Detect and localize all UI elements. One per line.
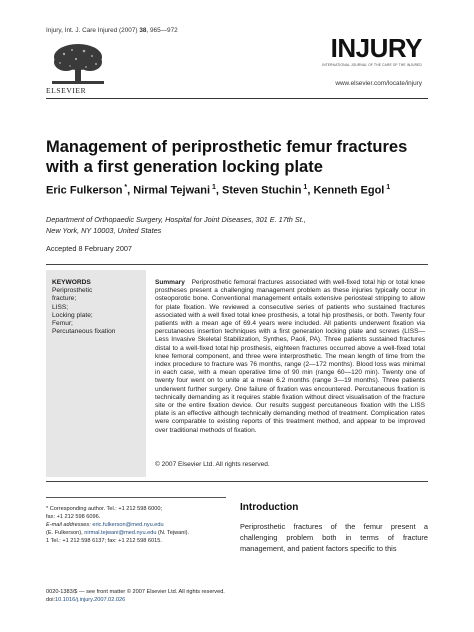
author-name: Nirmal Tejwani xyxy=(133,184,211,197)
keywords-heading: KEYWORDS xyxy=(52,279,91,286)
abstract-body: Periprosthetic femoral fractures associated with well-fixed total hip or total knee prostheses present a challenging management problem as these injuries typically occur in osteoporotic bone. Conventional management entails extensive periosteal stripping to allow for plate fixation. We reviewed a consecutive series of patients who sustained fractures associated with a well fixed total knee prosthesis, a total hip prosthesis, or both. Twenty four patients with a mean age of 69.4 years were included. All patients underwent fixation via percutaneous insertion techniques with a first generation locking plate and screws (LISS—Less Invasive Skeletal Stabilization, Synthes, Paoli, PA). Three patients sustained fractures distal to a well-fixed total hip prosthesis, eighteen fractures occurred above a well-fixed total knee femoral component, and three were interprosthetic. The mean length of time from the index procedure to fracture was 76 months, range (2—172 months). Blood loss was minimal in each case, with a mean operative time of 90 min (range 60—120 min). Twenty one of twenty four went on to unite at a mean 6.2 months (range 3—19 months). Three patients underwent further surgery. One failure of fixation was encountered. Percutaneous fixation is technically demanding as it requires stable fixation without direct visualisation of the fracture site or the entire fixation device. Our results suggest percutaneous fixation with the LISS plate is an effective although technically demanding method of treatment. Complication rates were comparable to existing reports of this treatment method, and appear to be improved over traditional methods of fixation. xyxy=(155,279,425,434)
journal-logo xyxy=(322,35,422,67)
footnote-divider xyxy=(46,497,226,498)
author-name: Kenneth Egol xyxy=(313,184,385,197)
author-list: Eric Fulkerson *, Nirmal Tejwani $^1$, Steven Stuchin $^1$, Kenneth Egol $^1$ xyxy=(46,184,391,197)
introduction-paragraph: Periprosthetic fractures of the femur present a challenging problem both in terms of fracture management, and patient factors specific to this xyxy=(240,522,428,553)
article-title: Management of periprosthetic femur fractures with a first generation locking plate xyxy=(46,138,408,176)
publisher-name: ELSEVIER xyxy=(46,86,87,95)
author-footnotes xyxy=(46,506,226,546)
keyword-item: Percutaneous fixation xyxy=(52,328,116,336)
author-mark[interactable]: * xyxy=(122,184,128,191)
elsevier-tree-logo xyxy=(46,42,110,86)
section-heading-introduction: Introduction xyxy=(240,502,299,513)
journal-subtitle: INTERNATIONAL JOURNAL OF THE CARE OF THE INJURED xyxy=(322,63,422,67)
author-affiliation: Department of Orthopaedic Surgery, Hospital for Joint Diseases, 301 E. 17th St., New York, NY 10003, United States xyxy=(46,215,306,236)
email-link[interactable]: nirmal.tejwani@med.nyu.edu xyxy=(84,529,157,536)
email-note-continued: (E. Fulkerson), nirmal.tejwani@med.nyu.edu (N. Tejwani). xyxy=(46,529,190,536)
accepted-date: Accepted 8 February 2007 xyxy=(46,244,132,253)
issn-line: 0020-1383/$ — see front matter © 2007 Elsevier Ltd. All rights reserved. xyxy=(46,589,225,595)
email-link[interactable]: eric.fulkerson@med.nyu.edu xyxy=(92,521,164,528)
doi-link[interactable]: 10.1016/j.injury.2007.02.026 xyxy=(55,597,126,603)
journal-url[interactable]: www.elsevier.com/locate/injury xyxy=(335,80,422,87)
abstract-copyright: © 2007 Elsevier Ltd. All rights reserved. xyxy=(155,461,270,468)
page-footer xyxy=(46,588,225,604)
journal-name: INJURY xyxy=(330,33,422,63)
keywords-panel xyxy=(46,270,146,477)
author-mark[interactable]: 1 xyxy=(210,184,216,191)
keyword-item: Femur; xyxy=(52,320,73,328)
author-mark[interactable]: 1 xyxy=(301,184,308,191)
keyword-item: Locking plate; xyxy=(52,311,93,319)
journal-citation: Injury, Int. J. Care Injured (2007) 38, 965—972 xyxy=(46,27,178,34)
telephone-note: 1 Tel.: +1 212 598 6137; fax: +1 212 598 6015. xyxy=(46,537,162,544)
abstract-top-divider xyxy=(46,264,428,265)
author-name: Eric Fulkerson xyxy=(46,184,123,197)
keyword-item: Periprosthetic xyxy=(52,287,93,294)
abstract-text xyxy=(155,279,425,435)
header-divider xyxy=(46,98,428,99)
abstract-label: Summary xyxy=(155,279,185,286)
email-note: E-mail addresses: eric.fulkerson@med.nyu.edu xyxy=(46,521,164,528)
keyword-item: LISS; xyxy=(52,303,69,311)
corresponding-author-note: * Corresponding author. Tel.: +1 212 598 6000; xyxy=(46,506,163,512)
keyword-item: fracture; xyxy=(52,295,77,303)
fax-note: fax: +1 212 598 6096. xyxy=(46,513,101,520)
abstract-bottom-divider xyxy=(46,481,428,482)
author-name: Steven Stuchin xyxy=(222,184,302,197)
doi-line: doi:10.1016/j.injury.2007.02.026 xyxy=(46,597,126,603)
author-mark[interactable]: 1 xyxy=(384,184,391,191)
